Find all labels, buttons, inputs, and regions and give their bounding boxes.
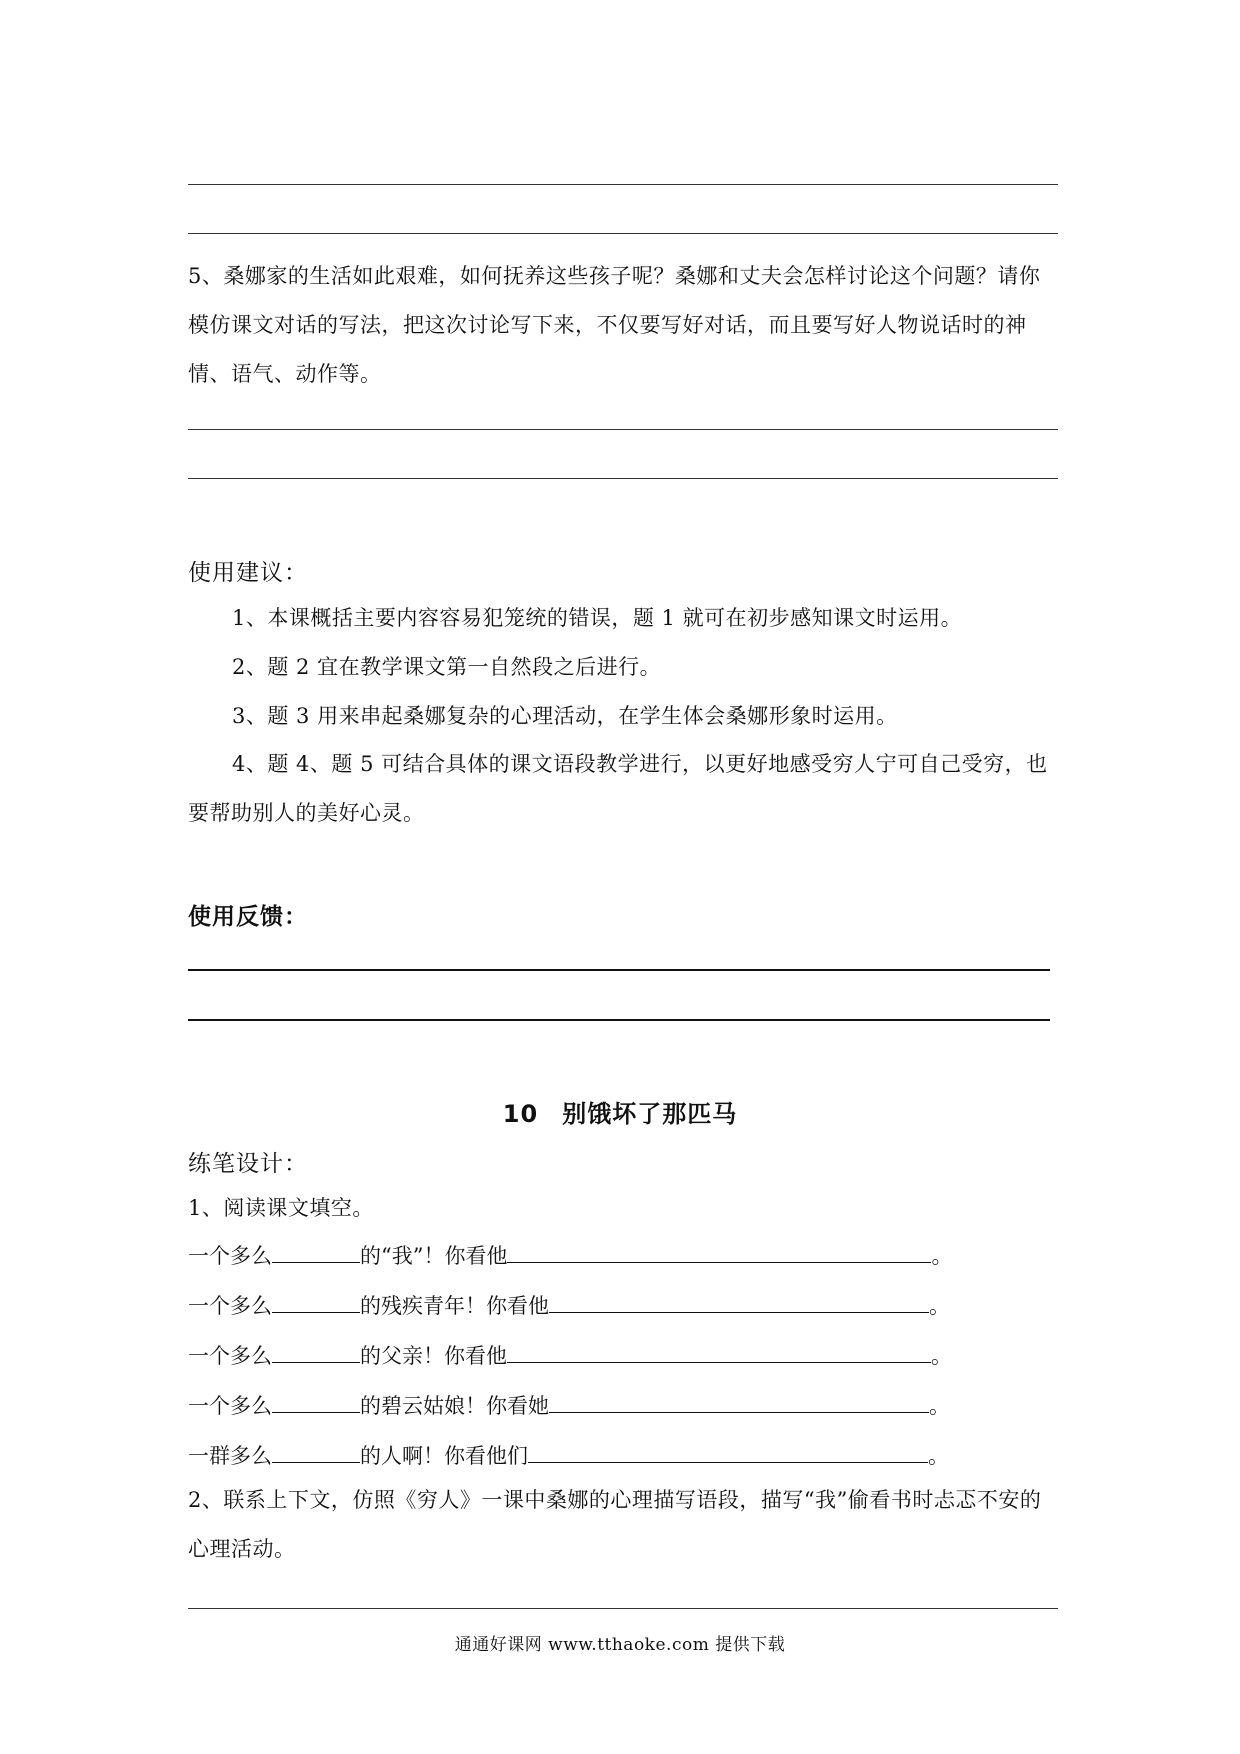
lesson-name: 别饿坏了那匹马	[562, 1100, 738, 1128]
answer-line	[188, 429, 1058, 430]
question-5: 5、桑娜家的生活如此艰难，如何抚养这些孩子呢？桑娜和丈夫会怎样讨论这个问题？请你模仿课文对话的写法，把这次讨论写下来，不仅要写好对话，而且要写好人物说话时的神情、语气、动作等。	[188, 264, 1041, 386]
usage-feedback-heading: 使用反馈：	[188, 904, 308, 930]
row-text: 的残疾青年！你看他	[360, 1294, 549, 1318]
blank-field[interactable]	[272, 1290, 360, 1313]
blank-field[interactable]	[549, 1390, 929, 1413]
lesson-title	[0, 1094, 1240, 1129]
row-prefix: 一个多么	[188, 1294, 272, 1318]
answer-line	[188, 478, 1058, 479]
answer-line	[188, 184, 1058, 185]
feedback-line	[188, 1019, 1050, 1021]
question-2: 2、联系上下文，仿照《穷人》一课中桑娜的心理描写语段，描写“我”偷看书时忐忑不安的心理活动。	[188, 1488, 1042, 1561]
blank-field[interactable]	[272, 1390, 360, 1413]
usage-advice-item: 1、本课概括主要内容容易犯笼统的错误，题 1 就可在初步感知课文时运用。	[232, 606, 963, 630]
usage-advice-item: 3、题 3 用来串起桑娜复杂的心理活动，在学生体会桑娜形象时运用。	[232, 704, 898, 728]
fill-blank-row	[188, 1390, 950, 1420]
row-prefix: 一个多么	[188, 1244, 272, 1268]
row-text: 的父亲！你看他	[360, 1344, 507, 1368]
blank-field[interactable]	[528, 1440, 928, 1463]
blank-field[interactable]	[272, 1340, 360, 1363]
blank-field[interactable]	[549, 1290, 929, 1313]
lesson-number: 10	[502, 1100, 539, 1128]
row-end: 。	[928, 1444, 949, 1468]
question-1-label: 1、阅读课文填空。	[188, 1196, 374, 1220]
answer-line	[188, 1608, 1058, 1609]
row-prefix: 一个多么	[188, 1344, 272, 1368]
blank-field[interactable]	[272, 1440, 360, 1463]
usage-advice-heading: 使用建议：	[188, 560, 308, 586]
fill-blank-row	[188, 1340, 952, 1370]
blank-field[interactable]	[272, 1240, 360, 1263]
blank-field[interactable]	[507, 1340, 931, 1363]
row-text: 的“我”！你看他	[360, 1244, 508, 1268]
feedback-line	[188, 969, 1050, 971]
fill-blank-row	[188, 1240, 952, 1270]
row-end: 。	[929, 1294, 950, 1318]
answer-line	[188, 233, 1058, 234]
blank-field[interactable]	[507, 1240, 931, 1263]
fill-blank-row	[188, 1440, 949, 1470]
usage-advice-item: 2、题 2 宜在教学课文第一自然段之后进行。	[232, 655, 662, 679]
footer-credit: 通通好课网 www.tthaoke.com 提供下载	[454, 1635, 786, 1655]
row-end: 。	[929, 1394, 950, 1418]
row-end: 。	[931, 1244, 953, 1268]
practice-heading: 练笔设计：	[188, 1151, 308, 1177]
row-end: 。	[931, 1344, 952, 1368]
row-text: 的人啊！你看他们	[360, 1444, 528, 1468]
usage-advice-item: 4、题 4、题 5 可结合具体的课文语段教学进行，以更好地感受穷人宁可自己受穷，也要帮助别人的美好心灵。	[188, 752, 1048, 825]
row-text: 的碧云姑娘！你看她	[360, 1394, 549, 1418]
row-prefix: 一群多么	[188, 1444, 272, 1468]
row-prefix: 一个多么	[188, 1394, 272, 1418]
fill-blank-row	[188, 1290, 950, 1320]
